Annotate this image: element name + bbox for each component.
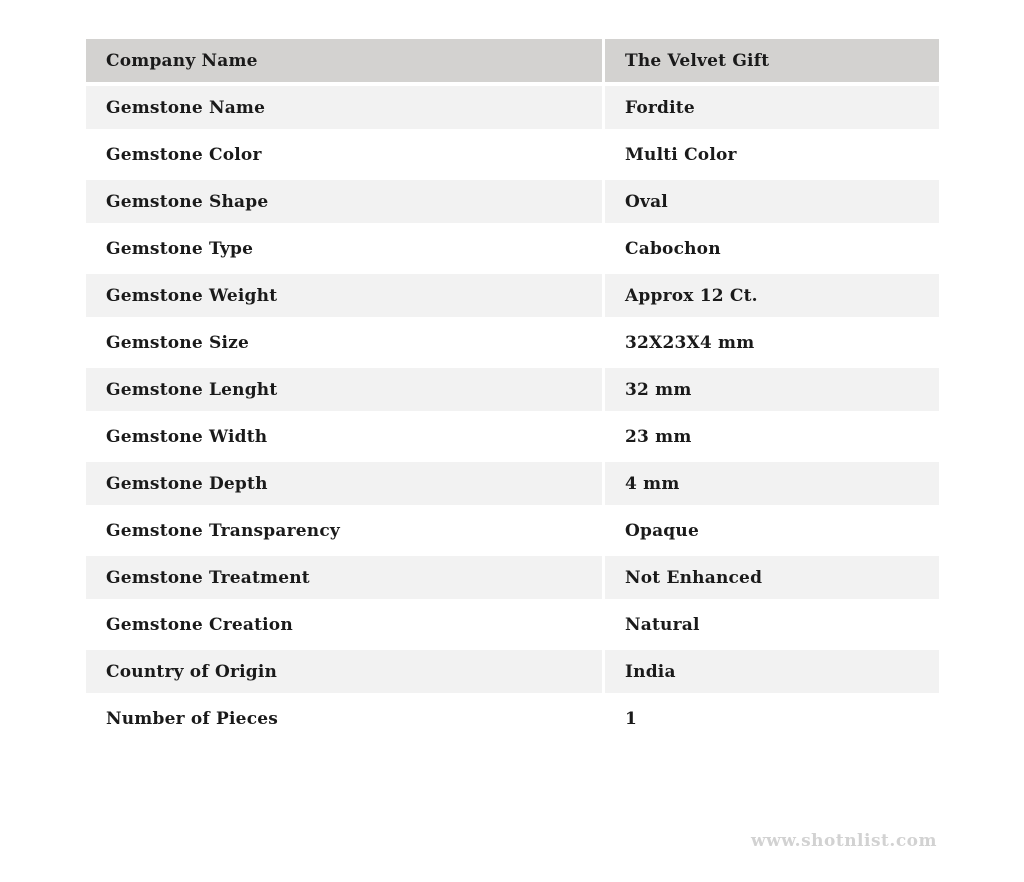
header-value: The Velvet Gift [602, 39, 939, 86]
spec-label: Country of Origin [86, 650, 602, 697]
spec-value: Natural [602, 603, 939, 650]
spec-value: 23 mm [602, 415, 939, 462]
gemstone-spec-table [86, 39, 939, 744]
spec-label: Gemstone Depth [86, 462, 602, 509]
spec-label: Gemstone Weight [86, 274, 602, 321]
spec-value: Not Enhanced [602, 556, 939, 603]
spec-value: 32 mm [602, 368, 939, 415]
table-row [86, 415, 939, 462]
table-row [86, 697, 939, 744]
table-row [86, 180, 939, 227]
spec-value: Approx 12 Ct. [602, 274, 939, 321]
header-label: Company Name [86, 39, 602, 86]
spec-value: Multi Color [602, 133, 939, 180]
spec-label: Gemstone Treatment [86, 556, 602, 603]
spec-label: Gemstone Lenght [86, 368, 602, 415]
spec-label: Gemstone Width [86, 415, 602, 462]
table-row [86, 368, 939, 415]
table-row [86, 650, 939, 697]
table-row [86, 603, 939, 650]
spec-label: Gemstone Shape [86, 180, 602, 227]
table-header-row [86, 39, 939, 86]
table-row [86, 274, 939, 321]
spec-label: Gemstone Type [86, 227, 602, 274]
table-row [86, 133, 939, 180]
table-row [86, 509, 939, 556]
spec-value: Cabochon [602, 227, 939, 274]
table-row [86, 556, 939, 603]
table-row [86, 321, 939, 368]
table-row [86, 462, 939, 509]
spec-label: Number of Pieces [86, 697, 602, 744]
spec-table [86, 39, 939, 744]
spec-value: Opaque [602, 509, 939, 556]
spec-value: Oval [602, 180, 939, 227]
table-row [86, 86, 939, 133]
spec-label: Gemstone Transparency [86, 509, 602, 556]
table-row [86, 227, 939, 274]
spec-value: Fordite [602, 86, 939, 133]
spec-value: 4 mm [602, 462, 939, 509]
spec-value: 32X23X4 mm [602, 321, 939, 368]
watermark-text: www.shotnlist.com [750, 831, 937, 851]
spec-value: India [602, 650, 939, 697]
spec-label: Gemstone Name [86, 86, 602, 133]
spec-value: 1 [602, 697, 939, 744]
spec-label: Gemstone Creation [86, 603, 602, 650]
spec-label: Gemstone Size [86, 321, 602, 368]
spec-label: Gemstone Color [86, 133, 602, 180]
